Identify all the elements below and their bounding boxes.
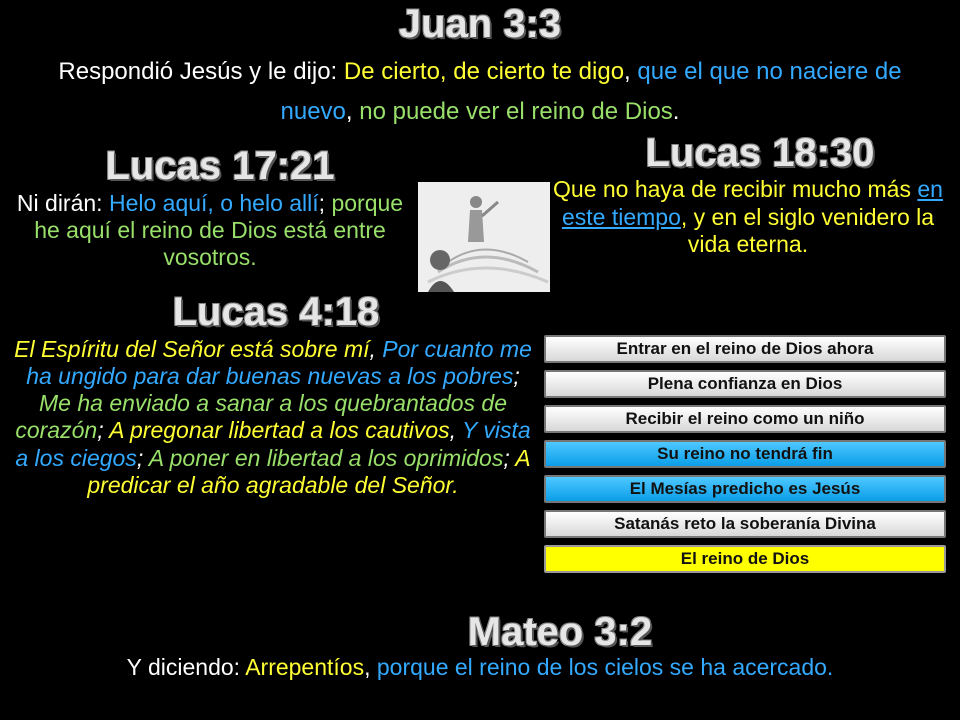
mateo-3-2-verse bbox=[50, 654, 910, 680]
lucas-4-18-reference: Lucas 4:18 bbox=[172, 290, 380, 334]
verse-text: ; bbox=[97, 417, 110, 444]
verse-text: Helo aquí, o helo allí bbox=[108, 190, 319, 216]
verse-text: De cierto, de cierto te digo bbox=[343, 58, 625, 85]
verse-text: porque he aquí el reino de Dios está entre vosotros. bbox=[34, 190, 404, 271]
verse-text: , bbox=[369, 336, 383, 362]
verse-text: , bbox=[345, 98, 360, 125]
topic-button-entrar-reino[interactable]: Entrar en el reino de Dios ahora bbox=[544, 335, 946, 363]
lucas-17-21-verse bbox=[10, 190, 410, 271]
verse-text: Me ha enviado a sanar a los quebrantados de corazón bbox=[15, 390, 507, 444]
topic-button-reino-de-dios[interactable]: El reino de Dios bbox=[544, 545, 946, 573]
juan-3-3-verse bbox=[20, 52, 940, 132]
verse-text: ; bbox=[136, 444, 149, 471]
verse-text: ; bbox=[503, 444, 516, 471]
verse-text: El Espíritu del Señor está sobre mí bbox=[14, 336, 370, 362]
topic-button-satanas-reto[interactable]: Satanás reto la soberanía Divina bbox=[544, 510, 946, 538]
lucas-4-18-verse bbox=[8, 336, 538, 499]
verse-text: , bbox=[624, 58, 638, 85]
lucas-17-21-reference: Lucas 17:21 bbox=[105, 144, 335, 188]
verse-text: , y en el siglo venidero la vida eterna. bbox=[680, 203, 935, 258]
verse-text: en este tiempo bbox=[561, 176, 943, 230]
verse-text: . bbox=[672, 98, 680, 125]
mateo-3-2-reference: Mateo 3:2 bbox=[467, 610, 653, 654]
verse-text: ; bbox=[513, 363, 520, 390]
lucas-18-30-reference: Lucas 18:30 bbox=[645, 131, 875, 175]
verse-text: Ni dirán: bbox=[16, 190, 109, 216]
verse-text: porque el reino de los cielos se ha acercado. bbox=[376, 654, 834, 680]
verse-text: A pregonar libertad a los cautivos bbox=[109, 417, 450, 444]
lucas-18-30-verse bbox=[548, 176, 948, 259]
verse-text: no puede ver el reino de Dios bbox=[359, 98, 673, 125]
topic-button-recibir-reino[interactable]: Recibir el reino como un niño bbox=[544, 405, 946, 433]
verse-text: Que no haya de recibir mucho más bbox=[553, 176, 918, 202]
verse-text: Arrepentíos bbox=[245, 654, 365, 680]
topic-button-mesias-jesus[interactable]: El Mesías predicho es Jesús bbox=[544, 475, 946, 503]
verse-text: Por cuanto me ha ungido para dar buenas nuevas a los pobres bbox=[26, 336, 532, 390]
verse-text: A poner en libertad a los oprimidos bbox=[148, 444, 504, 471]
verse-text: Y diciendo: bbox=[126, 654, 246, 680]
verse-text: ; bbox=[318, 190, 332, 216]
verse-text: , bbox=[364, 654, 377, 680]
verse-text: Respondió Jesús y le dijo: bbox=[58, 58, 344, 85]
jesus-preaching-crowd-image bbox=[418, 182, 550, 292]
topic-button-reino-sin-fin[interactable]: Su reino no tendrá fin bbox=[544, 440, 946, 468]
topic-button-stack bbox=[544, 335, 946, 580]
verse-text: , bbox=[449, 417, 463, 444]
verse-text: que el que no naciere de nuevo bbox=[280, 58, 902, 125]
verse-text: Y vista a los ciegos bbox=[15, 417, 531, 471]
verse-text: A predicar el año agradable del Señor. bbox=[87, 444, 531, 498]
topic-button-plena-confianza[interactable]: Plena confianza en Dios bbox=[544, 370, 946, 398]
juan-3-3-reference: Juan 3:3 bbox=[398, 2, 562, 46]
